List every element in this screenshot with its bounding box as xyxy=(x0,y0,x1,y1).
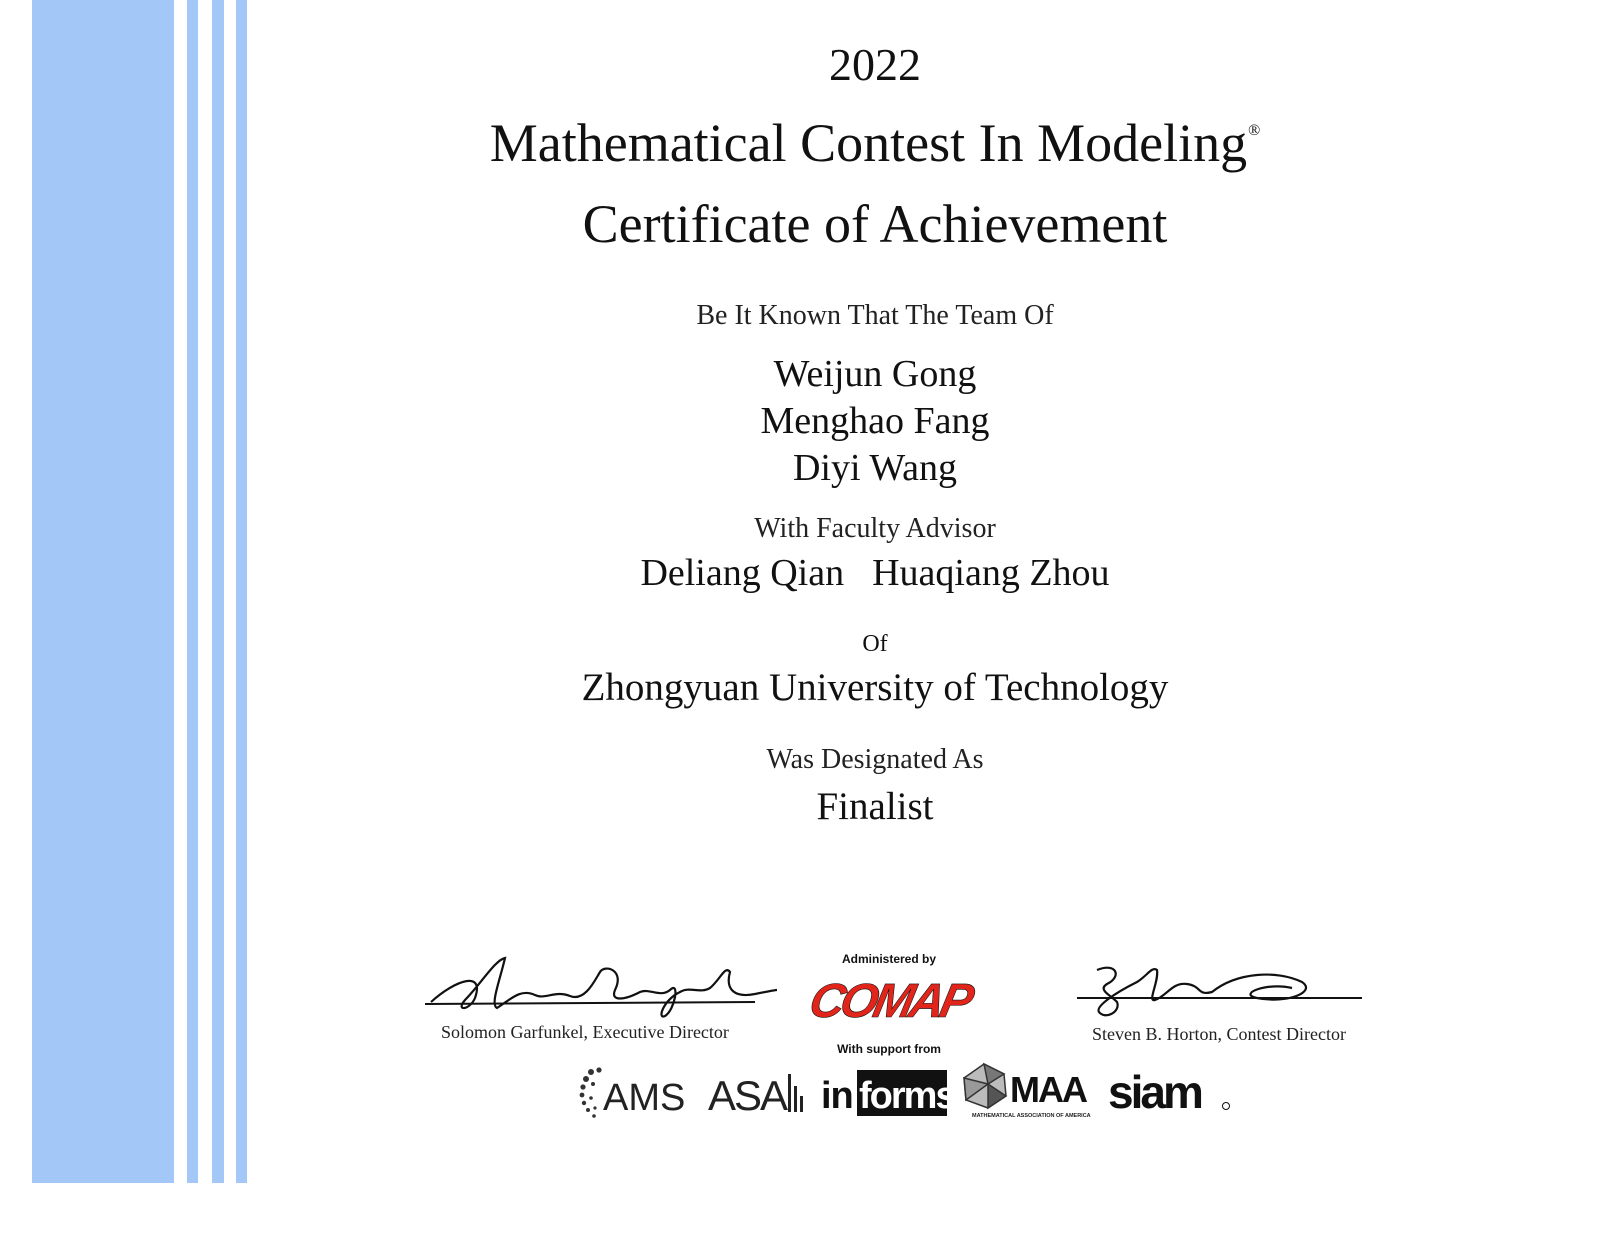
asa-logo xyxy=(708,1066,806,1120)
comap-logo xyxy=(804,967,975,1035)
team-member: Menghao Fang xyxy=(760,400,990,442)
left-border-stripe xyxy=(236,0,247,1183)
maa-logo-subtext: MATHEMATICAL ASSOCIATION OF AMERICA xyxy=(972,1113,1091,1119)
siam-logo-text: siam xyxy=(1108,1066,1201,1118)
executive-director-signature xyxy=(425,950,780,1020)
asa-logo-text: ASA xyxy=(708,1072,787,1119)
siam-logo xyxy=(1108,1066,1234,1118)
asa-bar-icon xyxy=(788,1074,791,1112)
support-label: With support from xyxy=(837,1042,941,1056)
left-border-stripe xyxy=(212,0,224,1183)
institution-name: Zhongyuan University of Technology xyxy=(581,666,1169,709)
maa-logo xyxy=(960,1062,1094,1122)
award-designation: Finalist xyxy=(816,785,934,828)
contest-name-text: Mathematical Contest In Modeling xyxy=(489,113,1248,173)
of-label: Of xyxy=(862,631,888,657)
comap-logo-text: COMAP xyxy=(804,974,975,1028)
team-member: Weijun Gong xyxy=(773,353,977,395)
advisor-names xyxy=(400,551,1350,595)
intro-text: Be It Known That The Team Of xyxy=(696,300,1054,331)
left-border-stripe xyxy=(187,0,198,1183)
advisor-name: Deliang Qian xyxy=(640,552,845,594)
left-border-band xyxy=(32,0,174,1183)
contest-director-signature xyxy=(1077,962,1362,1022)
ams-dots-icon xyxy=(580,1067,602,1117)
advisor-label: With Faculty Advisor xyxy=(754,513,996,544)
registered-mark: ® xyxy=(1248,122,1261,139)
contest-director-caption: Steven B. Horton, Contest Director xyxy=(1092,1024,1346,1044)
administered-by-label: Administered by xyxy=(841,952,937,966)
registered-circle-icon xyxy=(1223,1103,1230,1110)
informs-logo xyxy=(819,1066,955,1122)
ams-logo-text: AMS xyxy=(603,1077,686,1119)
maa-polyhedron-icon xyxy=(964,1064,1006,1108)
executive-director-caption: Solomon Garfunkel, Executive Director xyxy=(441,1022,729,1042)
maa-logo-text: MAA xyxy=(1010,1069,1086,1110)
team-member: Diyi Wang xyxy=(792,447,958,489)
informs-logo-prefix: in xyxy=(821,1075,853,1117)
ams-logo xyxy=(577,1062,697,1122)
contest-name xyxy=(400,112,1350,174)
informs-logo-text: forms xyxy=(859,1075,955,1117)
designated-label: Was Designated As xyxy=(766,744,984,775)
advisor-name: Huaqiang Zhou xyxy=(872,552,1110,594)
certificate-year: 2022 xyxy=(829,39,921,90)
certificate-title: Certificate of Achievement xyxy=(582,194,1168,254)
